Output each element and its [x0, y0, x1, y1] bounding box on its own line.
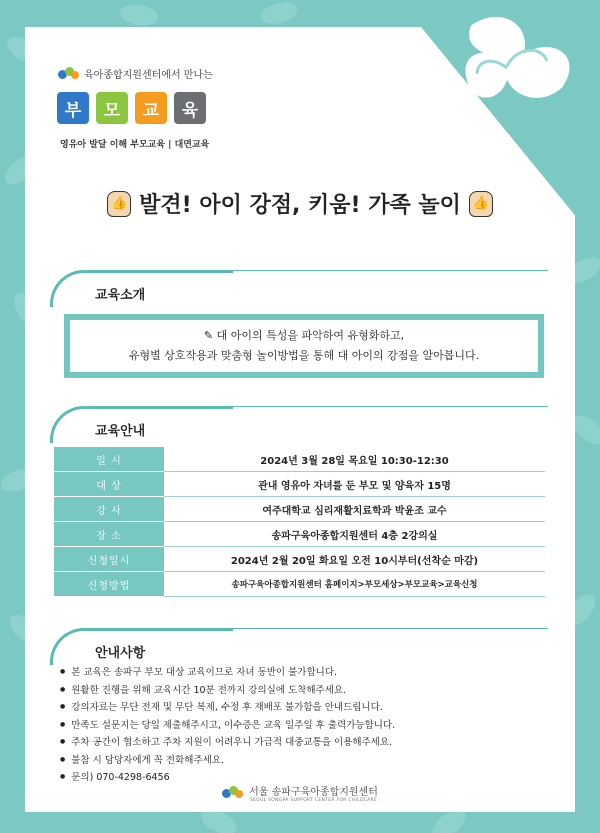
row-key: 대 상 [54, 472, 164, 497]
list-item: ● 만족도 설문지는 당일 제출해주시고, 이수증은 교육 일주일 후 출력가능합니다. [60, 717, 395, 735]
row-value: 관내 영유아 자녀를 둔 부모 및 양육자 15명 [164, 472, 545, 497]
footer-name-en: SEOUL SONGPA SUPPORT CENTER FOR CHILDCARE [249, 798, 378, 803]
thumbs-up-icon: 👍 [107, 191, 131, 217]
center-logo-icon [58, 67, 80, 81]
title-char-1: 부 [57, 92, 89, 124]
intro-line-1 [204, 326, 404, 346]
row-value: 2024년 2월 20일 화요일 오전 10시부터(선착순 마감) [164, 547, 545, 572]
notice-list [60, 664, 395, 787]
table-row [54, 497, 545, 522]
intro-line-1-text: 대 아이의 특성을 파악하여 유형화하고, [216, 329, 405, 342]
headline-text: 발견! 아이 강점, 키움! 가족 놀이 [139, 193, 461, 218]
headline [0, 188, 600, 219]
list-item: ● 원활한 진행을 위해 교육시간 10분 전까지 강의실에 도착해주세요. [60, 682, 395, 700]
list-item: ● 강의자료는 무단 전재 및 무단 복제, 수정 후 재배포 불가함을 안내드립니다. [60, 699, 395, 717]
table-row [54, 522, 545, 547]
section-intro-heading [50, 270, 146, 308]
section-notice-label: 안내사항 [95, 645, 146, 661]
title-char-3: 교 [135, 92, 167, 124]
org-line-text: 육아종합지원센터에서 만나는 [84, 70, 213, 81]
section-intro-label: 교육소개 [95, 287, 146, 303]
info-table [54, 447, 545, 597]
section-notice-heading [50, 628, 146, 666]
center-logo-icon [222, 786, 244, 800]
program-subtitle: 영유아 발달 이해 부모교육 | 대면교육 [60, 140, 210, 150]
list-item: ● 문의) 070-4298-6456 [60, 769, 395, 787]
intro-box [64, 314, 544, 378]
row-key: 일 시 [54, 447, 164, 472]
table-row [54, 472, 545, 497]
section-info-heading [50, 406, 146, 444]
footer [0, 783, 600, 803]
list-item: ● 주차 공간이 협소하고 주차 지원이 어려우니 가급적 대중교통을 이용해주세요. [60, 734, 395, 752]
program-title [57, 92, 206, 124]
row-key: 신청일시 [54, 547, 164, 572]
org-line [58, 66, 213, 81]
row-value: 송파구육아종합지원센터 4층 2강의실 [164, 522, 545, 547]
pencil-icon: ✎ [203, 329, 214, 342]
ribbon-decoration [432, 6, 582, 156]
row-key: 신청방법 [54, 572, 164, 597]
title-char-2: 모 [96, 92, 128, 124]
list-item: ● 본 교육은 송파구 부모 대상 교육이므로 자녀 동반이 불가합니다. [60, 664, 395, 682]
row-key: 강 사 [54, 497, 164, 522]
row-value: 2024년 3월 28일 목요일 10:30-12:30 [164, 447, 545, 472]
title-char-4: 육 [174, 92, 206, 124]
table-row [54, 447, 545, 472]
row-key: 장 소 [54, 522, 164, 547]
table-row [54, 572, 545, 597]
footer-name: 서울 송파구육아종합지원센터 [249, 787, 378, 798]
table-row [54, 547, 545, 572]
row-value: 여주대학교 심리재활치료학과 박윤조 교수 [164, 497, 545, 522]
section-info-label: 교육안내 [95, 423, 146, 439]
thumbs-up-icon: 👍 [469, 191, 493, 217]
list-item: ● 불참 시 담당자에게 꼭 전화해주세요. [60, 752, 395, 770]
row-value: 송파구육아종합지원센터 홈페이지>부모세상>부모교육>교육신청 [164, 572, 545, 597]
intro-line-2: 유형별 상호작용과 맞춤형 놀이방법을 통해 대 아이의 강점을 알아봅니다. [128, 349, 480, 362]
